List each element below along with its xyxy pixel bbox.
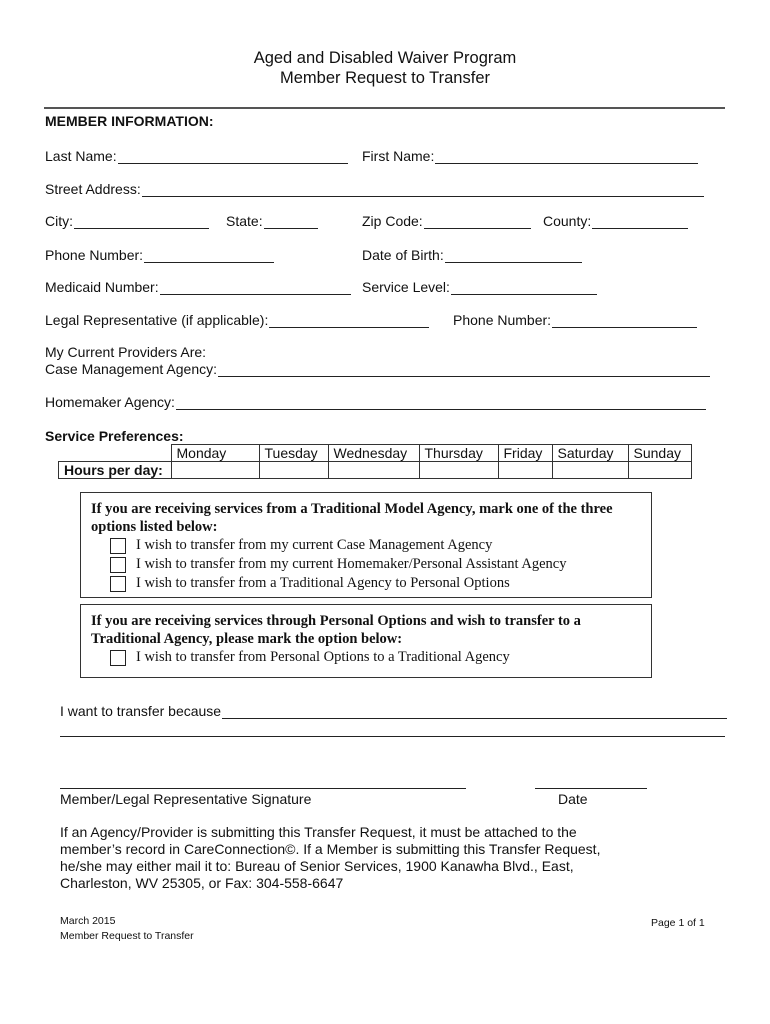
medicaid-number-field[interactable] [45, 279, 351, 295]
phone-number-field[interactable] [45, 247, 274, 263]
homemaker-agency-field[interactable] [45, 394, 706, 410]
transfer-option-case-management[interactable] [110, 536, 613, 555]
day-header: Tuesday [259, 445, 328, 462]
submission-instructions [60, 824, 600, 892]
first-name-label: First Name: [362, 148, 435, 164]
date-of-birth-field[interactable] [362, 247, 582, 263]
legal-representative-field[interactable] [45, 312, 429, 328]
county-input-line[interactable] [592, 214, 688, 229]
checkbox[interactable] [110, 576, 126, 592]
personal-options-box-title-line1: If you are receiving services through Personal Options and wish to transfer to a [91, 613, 581, 629]
hours-cell-tuesday[interactable] [259, 462, 328, 479]
first-name-field[interactable] [362, 148, 698, 164]
zip-code-label: Zip Code: [362, 213, 423, 229]
legal-representative-label: Legal Representative (if applicable): [45, 312, 269, 328]
transfer-reason-input-line[interactable] [222, 704, 727, 719]
legal-representative-input-line[interactable] [269, 313, 429, 328]
case-management-agency-field[interactable] [45, 361, 710, 377]
hours-cell-friday[interactable] [498, 462, 552, 479]
hours-cell-wednesday[interactable] [328, 462, 419, 479]
service-level-label: Service Level: [362, 279, 450, 295]
phone-number-label: Phone Number: [45, 247, 144, 263]
transfer-option-traditional-to-personal[interactable] [110, 574, 613, 593]
traditional-box-title-line2: options listed below: [91, 519, 218, 535]
service-level-field[interactable] [362, 279, 597, 295]
hours-cell-saturday[interactable] [552, 462, 628, 479]
case-management-agency-label: Case Management Agency: [45, 361, 217, 377]
county-field[interactable] [543, 213, 688, 229]
schedule-corner-cell [59, 445, 172, 462]
schedule-header-row [59, 445, 692, 462]
instructions-line: If an Agency/Provider is submitting this Transfer Request, it must be attached to the [60, 824, 577, 840]
day-header: Wednesday [328, 445, 419, 462]
legal-rep-phone-input-line[interactable] [552, 313, 697, 328]
instructions-line: member’s record in CareConnection©. If a Member is submitting this Transfer Request, [60, 841, 601, 857]
checkbox[interactable] [110, 538, 126, 554]
legal-rep-phone-field[interactable] [453, 312, 697, 328]
medicaid-number-label: Medicaid Number: [45, 279, 159, 295]
last-name-input-line[interactable] [118, 149, 348, 164]
day-header: Saturday [552, 445, 628, 462]
option-label: I wish to transfer from my current Case Management Agency [136, 537, 493, 553]
transfer-reason-field[interactable] [60, 703, 727, 719]
city-label: City: [45, 213, 73, 229]
member-info-heading: MEMBER INFORMATION: [45, 113, 214, 129]
signature-label: Member/Legal Representative Signature [60, 791, 312, 807]
case-management-agency-input-line[interactable] [218, 362, 710, 377]
date-label: Date [558, 791, 588, 807]
date-of-birth-label: Date of Birth: [362, 247, 444, 263]
transfer-option-personal-to-traditional[interactable] [110, 648, 581, 667]
legal-rep-phone-label: Phone Number: [453, 312, 552, 328]
day-header: Sunday [628, 445, 691, 462]
traditional-box-title-line1: If you are receiving services from a Traditional Model Agency, mark one of the three [91, 501, 613, 517]
homemaker-agency-input-line[interactable] [176, 395, 706, 410]
option-label: I wish to transfer from my current Homemaker/Personal Assistant Agency [136, 556, 567, 572]
hours-cell-thursday[interactable] [419, 462, 498, 479]
traditional-agency-options-box [80, 492, 652, 598]
day-header: Monday [171, 445, 259, 462]
footer-form-name: Member Request to Transfer [60, 930, 194, 942]
service-level-input-line[interactable] [451, 280, 597, 295]
service-schedule-table [58, 444, 692, 479]
footer-date: March 2015 [60, 915, 116, 927]
zip-code-field[interactable] [362, 213, 531, 229]
transfer-reason-label: I want to transfer because [60, 703, 222, 719]
instructions-line: he/she may either mail it to: Bureau of Senior Services, 1900 Kanawha Blvd., East, [60, 858, 574, 874]
state-input-line[interactable] [264, 214, 318, 229]
homemaker-agency-label: Homemaker Agency: [45, 394, 175, 410]
personal-options-box-title-line2: Traditional Agency, please mark the option below: [91, 631, 403, 647]
option-label: I wish to transfer from a Traditional Agency to Personal Options [136, 575, 510, 591]
hours-cell-sunday[interactable] [628, 462, 691, 479]
day-header: Friday [498, 445, 552, 462]
date-of-birth-input-line[interactable] [445, 248, 582, 263]
transfer-option-homemaker[interactable] [110, 555, 613, 574]
instructions-line: Charleston, WV 25305, or Fax: 304-558-6647 [60, 875, 344, 891]
city-input-line[interactable] [74, 214, 209, 229]
day-header: Thursday [419, 445, 498, 462]
street-address-field[interactable] [45, 181, 704, 197]
header-divider [44, 107, 725, 109]
state-label: State: [226, 213, 263, 229]
hours-per-day-row [59, 462, 692, 479]
street-address-label: Street Address: [45, 181, 141, 197]
date-line[interactable] [535, 788, 647, 789]
service-preferences-heading: Service Preferences: [45, 428, 184, 444]
street-address-input-line[interactable] [142, 182, 704, 197]
hours-cell-monday[interactable] [171, 462, 259, 479]
last-name-label: Last Name: [45, 148, 117, 164]
signature-line[interactable] [60, 788, 466, 789]
personal-options-box [80, 604, 652, 678]
last-name-field[interactable] [45, 148, 348, 164]
state-field[interactable] [226, 213, 318, 229]
first-name-input-line[interactable] [435, 149, 698, 164]
zip-code-input-line[interactable] [424, 214, 531, 229]
county-label: County: [543, 213, 592, 229]
transfer-reason-line-2[interactable] [60, 736, 725, 737]
checkbox[interactable] [110, 557, 126, 573]
option-label: I wish to transfer from Personal Options to a Traditional Agency [136, 649, 510, 665]
current-providers-intro: My Current Providers Are: [45, 344, 207, 360]
city-field[interactable] [45, 213, 209, 229]
footer-page-number: Page 1 of 1 [651, 917, 705, 929]
form-subtitle: Member Request to Transfer [279, 69, 490, 87]
phone-number-input-line[interactable] [144, 248, 274, 263]
hours-per-day-label: Hours per day: [59, 462, 172, 479]
medicaid-number-input-line[interactable] [160, 280, 351, 295]
checkbox[interactable] [110, 650, 126, 666]
form-title: Aged and Disabled Waiver Program [253, 49, 517, 67]
